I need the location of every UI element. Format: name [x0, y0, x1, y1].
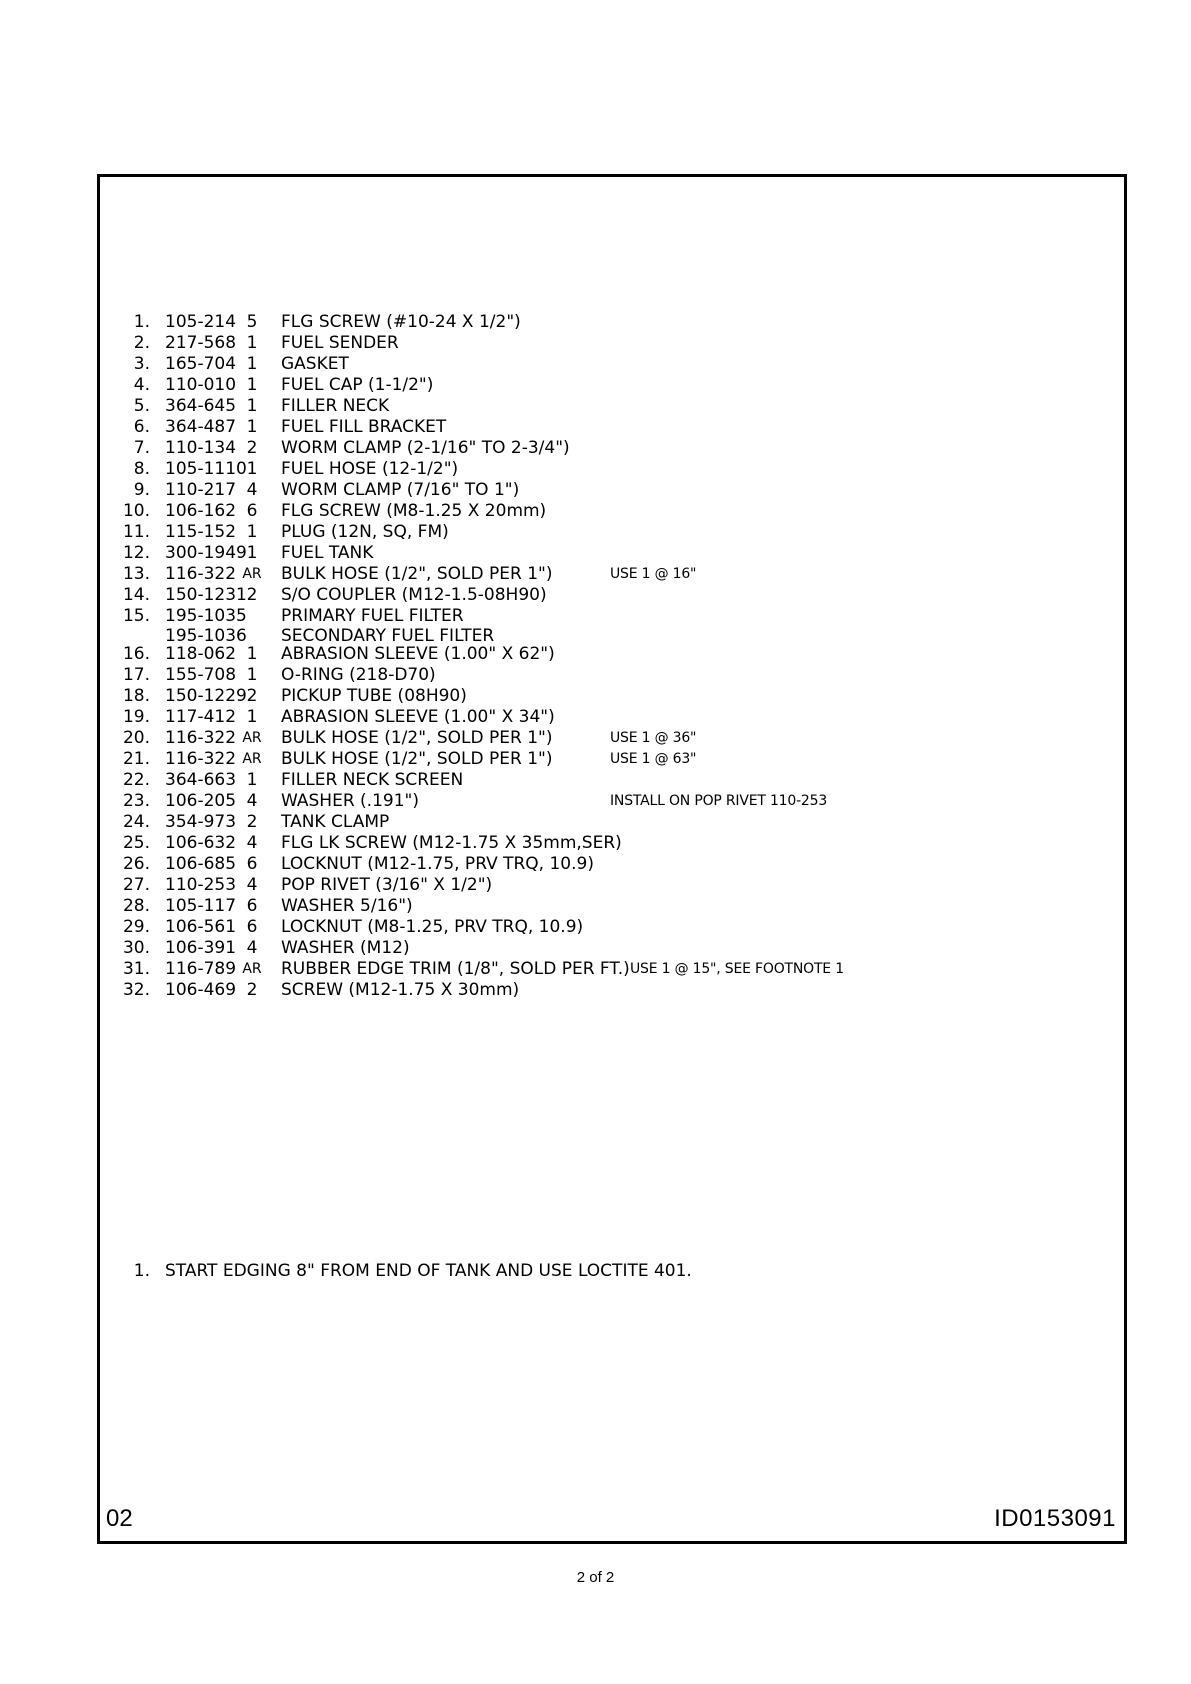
drawing-frame: [97, 174, 1127, 1544]
quantity: 1: [246, 665, 258, 685]
part-number: 117-412: [165, 707, 237, 727]
quantity: 4: [246, 480, 258, 500]
item-number: 24.: [122, 812, 150, 832]
quantity: 1: [246, 770, 258, 790]
part-number: 217-568: [165, 333, 237, 353]
quantity: 2: [246, 812, 258, 832]
quantity: 1: [246, 522, 258, 542]
quantity: 1: [246, 396, 258, 416]
part-number: 105-1110: [165, 459, 247, 479]
usage-note: USE 1 @ 36": [610, 730, 697, 746]
description: FILLER NECK SCREEN: [281, 770, 464, 790]
quantity: 6: [246, 896, 258, 916]
item-number: 2.: [133, 333, 150, 353]
description: FLG SCREW (M8-1.25 X 20mm): [281, 501, 547, 521]
item-number: 10.: [122, 501, 150, 521]
part-number: 195-1035: [165, 606, 247, 626]
description: WASHER (M12): [281, 938, 410, 958]
item-number: 30.: [122, 938, 150, 958]
description: TANK CLAMP: [281, 812, 390, 832]
part-number: 364-487: [165, 417, 237, 437]
item-number: 21.: [122, 749, 150, 769]
description: ABRASION SLEEVE (1.00" X 34"): [281, 707, 555, 727]
quantity: 2: [246, 980, 258, 1000]
item-number: 12.: [122, 543, 150, 563]
part-number: 110-134: [165, 438, 237, 458]
description: WORM CLAMP (2-1/16" TO 2-3/4"): [281, 438, 570, 458]
quantity: 1: [246, 417, 258, 437]
quantity: 5: [246, 312, 258, 332]
quantity: 2: [246, 585, 258, 605]
usage-note: INSTALL ON POP RIVET 110-253: [610, 793, 828, 809]
quantity: 6: [246, 501, 258, 521]
part-number: 354-973: [165, 812, 237, 832]
quantity: 6: [246, 854, 258, 874]
description: LOCKNUT (M12-1.75, PRV TRQ, 10.9): [281, 854, 594, 874]
page-number: 2 of 2: [576, 1569, 615, 1586]
item-number: 28.: [122, 896, 150, 916]
item-number: 14.: [122, 585, 150, 605]
item-number: 11.: [122, 522, 150, 542]
part-number: 118-062: [165, 644, 237, 664]
description: RUBBER EDGE TRIM (1/8", SOLD PER FT.): [281, 959, 630, 979]
item-number: 3.: [133, 354, 150, 374]
description: PLUG (12N, SQ, FM): [281, 522, 449, 542]
item-number: 8.: [133, 459, 150, 479]
description: WASHER 5/16"): [281, 896, 413, 916]
part-number: 110-217: [165, 480, 237, 500]
description: WASHER (.191"): [281, 791, 419, 811]
item-number: 31.: [122, 959, 150, 979]
description: FUEL HOSE (12-1/2"): [281, 459, 459, 479]
item-number: 19.: [122, 707, 150, 727]
part-number: 364-663: [165, 770, 237, 790]
item-number: 27.: [122, 875, 150, 895]
part-number: 116-789: [165, 959, 237, 979]
item-number: 18.: [122, 686, 150, 706]
description: FUEL CAP (1-1/2"): [281, 375, 434, 395]
part-number: 106-162: [165, 501, 237, 521]
item-number: 15.: [122, 606, 150, 626]
quantity: 1: [246, 459, 258, 479]
part-number: 116-322: [165, 564, 237, 584]
drawing-id: ID0153091: [994, 1505, 1116, 1532]
item-number: 26.: [122, 854, 150, 874]
usage-note: USE 1 @ 15", SEE FOOTNOTE 1: [630, 961, 844, 977]
item-number: 6.: [133, 417, 150, 437]
description: FUEL FILL BRACKET: [281, 417, 447, 437]
description: LOCKNUT (M8-1.25, PRV TRQ, 10.9): [281, 917, 584, 937]
description: FUEL SENDER: [281, 333, 399, 353]
part-number: 106-632: [165, 833, 237, 853]
part-number: 106-391: [165, 938, 237, 958]
description: FLG LK SCREW (M12-1.75 X 35mm,SER): [281, 833, 622, 853]
quantity: 1: [246, 707, 258, 727]
part-number: 195-1036: [165, 626, 247, 646]
part-number: 105-214: [165, 312, 237, 332]
quantity: 2: [246, 438, 258, 458]
description: ABRASION SLEEVE (1.00" X 62"): [281, 644, 555, 664]
quantity: 4: [246, 938, 258, 958]
description: GASKET: [281, 354, 349, 374]
usage-note: USE 1 @ 63": [610, 751, 697, 767]
quantity: 4: [246, 875, 258, 895]
description: BULK HOSE (1/2", SOLD PER 1"): [281, 564, 553, 584]
item-number: 25.: [122, 833, 150, 853]
quantity: AR: [242, 730, 262, 746]
quantity: AR: [242, 961, 262, 977]
description: S/O COUPLER (M12-1.5-08H90): [281, 585, 547, 605]
part-number: 116-322: [165, 749, 237, 769]
quantity: 1: [246, 354, 258, 374]
item-number: 7.: [133, 438, 150, 458]
description: O-RING (218-D70): [281, 665, 436, 685]
footnote-number: 1.: [133, 1261, 150, 1281]
description: BULK HOSE (1/2", SOLD PER 1"): [281, 728, 553, 748]
footnote-text: START EDGING 8" FROM END OF TANK AND USE LOCTITE 401.: [165, 1261, 692, 1281]
quantity: 1: [246, 333, 258, 353]
part-number: 106-469: [165, 980, 237, 1000]
quantity: 6: [246, 917, 258, 937]
part-number: 106-205: [165, 791, 237, 811]
description: SECONDARY FUEL FILTER: [281, 626, 495, 646]
part-number: 115-152: [165, 522, 237, 542]
item-number: 17.: [122, 665, 150, 685]
item-number: 5.: [133, 396, 150, 416]
part-number: 110-010: [165, 375, 237, 395]
part-number: 106-685: [165, 854, 237, 874]
item-number: 23.: [122, 791, 150, 811]
part-number: 155-708: [165, 665, 237, 685]
item-number: 13.: [122, 564, 150, 584]
part-number: 165-704: [165, 354, 237, 374]
quantity: AR: [242, 751, 262, 767]
description: PICKUP TUBE (08H90): [281, 686, 467, 706]
item-number: 9.: [133, 480, 150, 500]
description: FILLER NECK: [281, 396, 390, 416]
part-number: 105-117: [165, 896, 237, 916]
quantity: 1: [246, 543, 258, 563]
part-number: 150-1231: [165, 585, 247, 605]
part-number: 364-645: [165, 396, 237, 416]
part-number: 110-253: [165, 875, 237, 895]
item-number: 1.: [133, 312, 150, 332]
quantity: 4: [246, 791, 258, 811]
item-number: 4.: [133, 375, 150, 395]
part-number: 150-1229: [165, 686, 247, 706]
item-number: 29.: [122, 917, 150, 937]
quantity: 1: [246, 375, 258, 395]
description: POP RIVET (3/16" X 1/2"): [281, 875, 493, 895]
quantity: AR: [242, 566, 262, 582]
item-number: 22.: [122, 770, 150, 790]
part-number: 300-1949: [165, 543, 247, 563]
item-number: 20.: [122, 728, 150, 748]
item-number: 32.: [122, 980, 150, 1000]
item-number: 16.: [122, 644, 150, 664]
part-number: 106-561: [165, 917, 237, 937]
description: PRIMARY FUEL FILTER: [281, 606, 464, 626]
description: BULK HOSE (1/2", SOLD PER 1"): [281, 749, 553, 769]
revision-label: 02: [106, 1505, 133, 1532]
quantity: 4: [246, 833, 258, 853]
part-number: 116-322: [165, 728, 237, 748]
description: WORM CLAMP (7/16" TO 1"): [281, 480, 520, 500]
description: SCREW (M12-1.75 X 30mm): [281, 980, 520, 1000]
description: FLG SCREW (#10-24 X 1/2"): [281, 312, 521, 332]
quantity: 1: [246, 644, 258, 664]
quantity: 2: [246, 686, 258, 706]
usage-note: USE 1 @ 16": [610, 566, 697, 582]
description: FUEL TANK: [281, 543, 374, 563]
